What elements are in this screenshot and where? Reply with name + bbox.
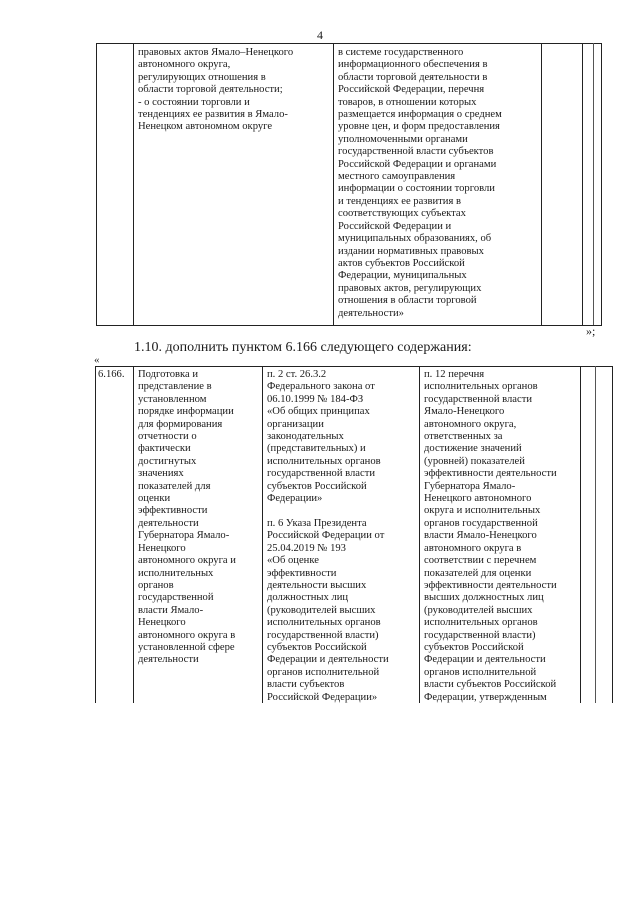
table-col-divider: [541, 43, 542, 325]
table-col-divider: [595, 366, 596, 703]
amendment-text: 1.10. дополнить пунктом 6.166 следующего содержания:: [134, 340, 472, 355]
table-col-divider: [580, 366, 581, 703]
table-col-divider: [419, 366, 420, 703]
table-cell-information-system: в системе государственного информационного обеспечения в области торговой деятельности в Российской Федерации, перечня товаров, в отношении которых размещается информация о среднем уровне цен, и форм предоставления уполномоченными органами государственной власти субъектов Российской Федерации и органами местного самоуправления информации о состоянии торговли и тенденциях ее развития в соответствующих субъектах Российской Федерации и муниципальных образованиях, об издании нормативных правовых актов субъектов Российской Федерации, муниципальных правовых актов, регулирующих отношения в области торговой деятельности»: [338, 47, 502, 319]
table-cell-legal-basis: п. 2 ст. 26.3.2 Федерального закона от 06.10.1999 № 184-ФЗ «Об общих принципах организации законодательных (представительных) и исполнительных органов государственной власти субъектов Российской Федерации» п. 6 Указа Президента Российской Федерации от 25.04.2019 № 193 «Об оценке эффективности деятельности высших должностных лиц (руководителей высших исполнительных органов государственной власти) субъектов Российской Федерации и деятельности органов исполнительной власти субъектов Российской Федерации»: [267, 369, 389, 703]
table-cell-number: 6.166.: [98, 369, 125, 380]
table-col-divider: [95, 366, 96, 703]
table-col-divider: [96, 43, 97, 325]
table-col-divider: [582, 43, 583, 325]
opening-quote-mark: «: [94, 354, 100, 366]
table-top-border: [95, 366, 613, 367]
table-col-divider: [612, 366, 613, 703]
table-col-divider: [593, 43, 594, 325]
table-col-divider: [133, 43, 134, 325]
table-col-divider: [133, 366, 134, 703]
page-number: 4: [317, 28, 323, 42]
table-cell-task: Подготовка и представление в установленном порядке информации для формирования отчетности о фактически достигнутых значениях показателей для оценки эффективности деятельности Губернатора Ямало- Ненецкого автономного округа и исполнительных органов государственной власти Ямало- Ненецкого автономного округа в установленной сфере деятельности: [138, 369, 236, 666]
table-cell-legal-acts: правовых актов Ямало–Ненецкого автономного округа, регулирующих отношения в области торговой деятельности; - о состоянии торговли и тенденциях ее развития в Ямало- Ненецком автономном округе: [138, 47, 294, 133]
table-bottom-border: [96, 325, 602, 326]
table-col-divider: [333, 43, 334, 325]
table-col-divider: [262, 366, 263, 703]
table-col-divider: [601, 43, 602, 325]
table-cell-document: п. 12 перечня исполнительных органов государственной власти Ямало-Ненецкого автономного округа, ответственных за достижение значений (уровней) показателей эффективности деятельности Губернатора Ямало- Ненецкого автономного округа и исполнительных органов государственной власти Ямало-Ненецкого автономного округа в соответствии с перечнем показателей для оценки эффективности деятельности высших должностных лиц (руководителей высших исполнительных органов государственной власти) субъектов Российской Федерации и деятельности органов исполнительной власти субъектов Российской Федерации, утвержденным: [424, 369, 557, 703]
closing-quote-mark: »;: [586, 324, 596, 338]
table-top-border: [96, 43, 602, 44]
